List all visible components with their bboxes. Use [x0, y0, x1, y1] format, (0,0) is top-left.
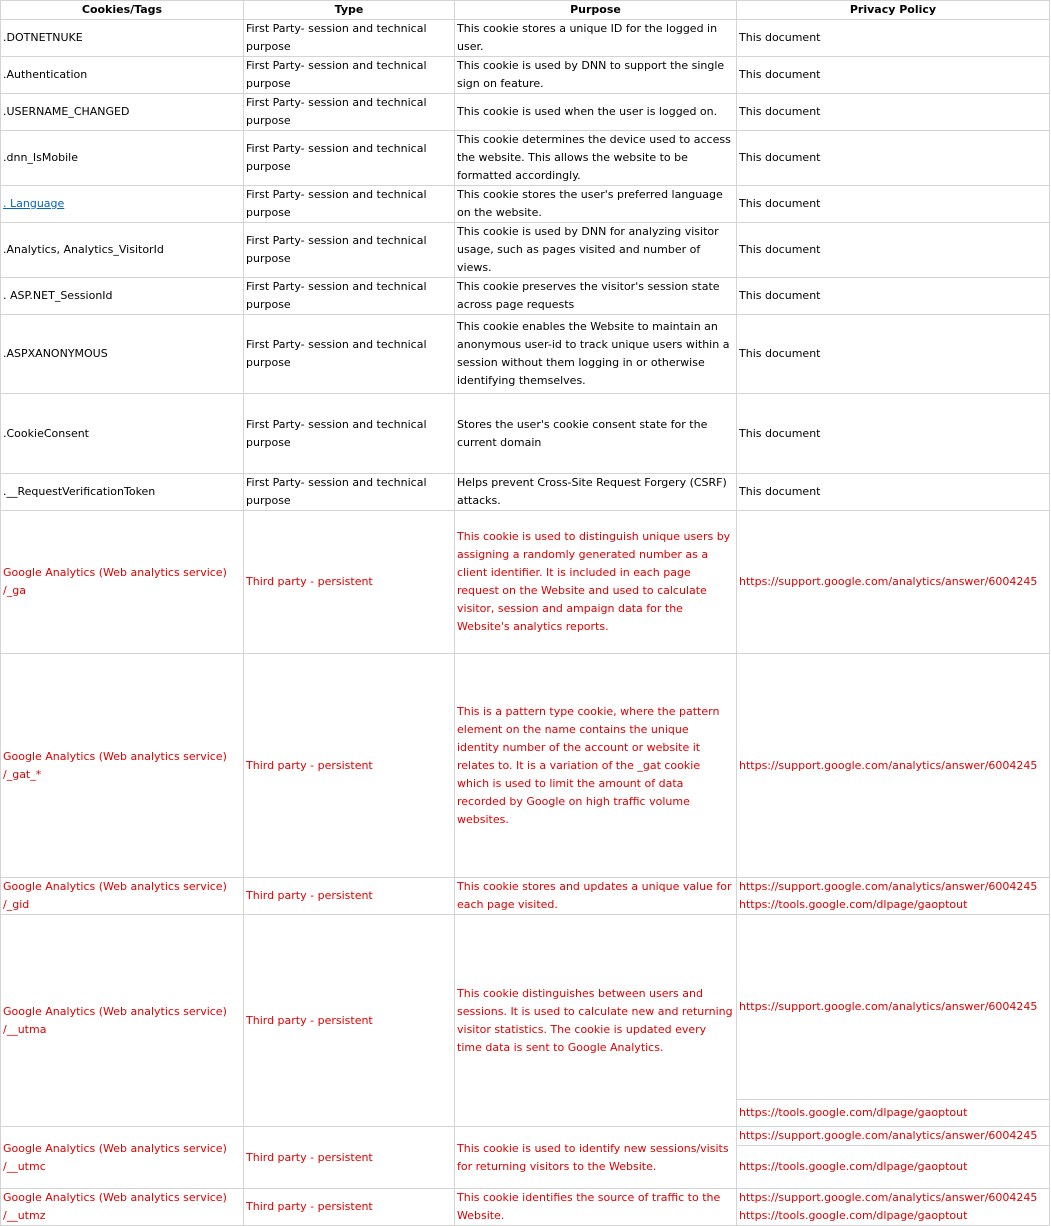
cookie-purpose: This cookie preserves the visitor's session state across page requests: [455, 278, 737, 315]
cookie-name: [1, 186, 244, 223]
cookie-policy: This document: [737, 186, 1050, 223]
cookie-policy: This document: [737, 131, 1050, 186]
cookie-name: .ASPXANONYMOUS: [1, 315, 244, 394]
cookie-type: First Party- session and technical purpose: [244, 186, 455, 223]
cookie-policy: This document: [737, 57, 1050, 94]
cookie-purpose: This cookie is used when the user is logged on.: [455, 94, 737, 131]
cookie-policy: This document: [737, 94, 1050, 131]
cookie-policy: [737, 915, 1050, 1127]
cookie-purpose: This cookie determines the device used to access the website. This allows the website to be formatted accordingly.: [455, 131, 737, 186]
table-row: [1, 20, 1050, 57]
policy-link: https://support.google.com/analytics/answer/6004245: [737, 1127, 1049, 1146]
cookie-name: Google Analytics (Web analytics service) /__utmc: [1, 1127, 244, 1189]
cookie-type: Third party - persistent: [244, 1189, 455, 1226]
policy-link: https://tools.google.com/dlpage/gaoptout: [739, 898, 968, 911]
cookie-name: Google Analytics (Web analytics service) /_gid: [1, 878, 244, 915]
cookie-purpose: Helps prevent Cross-Site Request Forgery (CSRF) attacks.: [455, 474, 737, 511]
cookie-purpose: This cookie distinguishes between users and sessions. It is used to calculate new and returning visitor statistics. The cookie is updated every time data is sent to Google Analytics.: [455, 915, 737, 1127]
cookie-purpose: This cookie stores a unique ID for the logged in user.: [455, 20, 737, 57]
cookie-type: First Party- session and technical purpose: [244, 394, 455, 474]
cookie-type: First Party- session and technical purpose: [244, 94, 455, 131]
cookie-policy: [737, 878, 1050, 915]
table-row: [1, 223, 1050, 278]
cookie-policy: https://support.google.com/analytics/answer/6004245: [737, 511, 1050, 654]
table-row: [1, 511, 1050, 654]
cookie-purpose: This cookie enables the Website to maintain an anonymous user-id to track unique users within a session without them logging in or otherwise identifying themselves.: [455, 315, 737, 394]
policy-link: https://tools.google.com/dlpage/gaoptout: [739, 1106, 968, 1119]
cookie-policy: This document: [737, 20, 1050, 57]
table-row: [1, 131, 1050, 186]
cookie-name: .DOTNETNUKE: [1, 20, 244, 57]
table-row: [1, 474, 1050, 511]
cookie-purpose: This cookie identifies the source of traffic to the Website.: [455, 1189, 737, 1226]
cookie-policy: This document: [737, 278, 1050, 315]
cookie-type: Third party - persistent: [244, 878, 455, 915]
policy-link: https://tools.google.com/dlpage/gaoptout: [739, 1209, 968, 1222]
cookie-name: . ASP.NET_SessionId: [1, 278, 244, 315]
cookie-name: .__RequestVerificationToken: [1, 474, 244, 511]
cookie-type: Third party - persistent: [244, 511, 455, 654]
table-row: [1, 394, 1050, 474]
cookie-purpose: This cookie is used by DNN for analyzing visitor usage, such as pages visited and number of views.: [455, 223, 737, 278]
header-cookies-tags: Cookies/Tags: [1, 1, 244, 20]
table-row: [1, 57, 1050, 94]
policy-link: https://support.google.com/analytics/answer/6004245: [739, 880, 1038, 893]
cookie-type: First Party- session and technical purpose: [244, 315, 455, 394]
cookie-type: First Party- session and technical purpose: [244, 278, 455, 315]
cookie-policy: This document: [737, 223, 1050, 278]
cookie-name: Google Analytics (Web analytics service) /_gat_*: [1, 654, 244, 878]
policy-link: https://tools.google.com/dlpage/gaoptout: [739, 1160, 968, 1173]
policy-link: https://support.google.com/analytics/answer/6004245: [739, 1191, 1038, 1204]
table-row: [1, 654, 1050, 878]
table-row: [1, 315, 1050, 394]
cookie-policy: https://support.google.com/analytics/answer/6004245: [737, 654, 1050, 878]
cookie-policy: This document: [737, 474, 1050, 511]
header-type: Type: [244, 1, 455, 20]
cookie-type: First Party- session and technical purpose: [244, 20, 455, 57]
cookie-name: .dnn_IsMobile: [1, 131, 244, 186]
cookie-purpose: This cookie is used by DNN to support the single sign on feature.: [455, 57, 737, 94]
cookie-type: Third party - persistent: [244, 1127, 455, 1189]
table-row: [1, 94, 1050, 131]
cookie-type: Third party - persistent: [244, 654, 455, 878]
cookie-purpose: This cookie is used to distinguish unique users by assigning a randomly generated number as a client identifier. It is included in each page request on the Website and used to calculate visitor, session and ampaign data for the Website's analytics reports.: [455, 511, 737, 654]
cookie-name: Google Analytics (Web analytics service) /__utmz: [1, 1189, 244, 1226]
cookie-policy: This document: [737, 315, 1050, 394]
header-row: [1, 1, 1050, 20]
cookie-policy: [737, 1189, 1050, 1226]
cookie-policy: This document: [737, 394, 1050, 474]
table-row: [1, 878, 1050, 915]
cookie-name: .CookieConsent: [1, 394, 244, 474]
cookie-name: Google Analytics (Web analytics service) /__utma: [1, 915, 244, 1127]
cookie-type: First Party- session and technical purpose: [244, 474, 455, 511]
language-cookie-link[interactable]: . Language: [3, 197, 65, 210]
header-privacy-policy: Privacy Policy: [737, 1, 1050, 20]
cookie-type: Third party - persistent: [244, 915, 455, 1127]
table-row: [1, 1127, 1050, 1189]
cookie-name: .USERNAME_CHANGED: [1, 94, 244, 131]
cookie-name: .Analytics, Analytics_VisitorId: [1, 223, 244, 278]
cookie-purpose: This cookie stores and updates a unique value for each page visited.: [455, 878, 737, 915]
cookie-purpose: This is a pattern type cookie, where the pattern element on the name contains the unique identity number of the account or website it relates to. It is a variation of the _gat cookie which is used to limit the amount of data recorded by Google on high traffic volume websites.: [455, 654, 737, 878]
cookie-policy: [737, 1127, 1050, 1189]
cookie-type: First Party- session and technical purpose: [244, 223, 455, 278]
table-row: [1, 915, 1050, 1127]
cookie-name: .Authentication: [1, 57, 244, 94]
table-row: [1, 278, 1050, 315]
table-row: [1, 186, 1050, 223]
cookie-type: First Party- session and technical purpose: [244, 131, 455, 186]
cookie-purpose: This cookie is used to identify new sessions/visits for returning visitors to the Website.: [455, 1127, 737, 1189]
header-purpose: Purpose: [455, 1, 737, 20]
cookie-type: First Party- session and technical purpose: [244, 57, 455, 94]
cookie-purpose: This cookie stores the user's preferred language on the website.: [455, 186, 737, 223]
table-row: [1, 1189, 1050, 1226]
cookie-purpose: Stores the user's cookie consent state for the current domain: [455, 394, 737, 474]
cookie-name: Google Analytics (Web analytics service) /_ga: [1, 511, 244, 654]
policy-link: https://support.google.com/analytics/answer/6004245: [737, 915, 1049, 1100]
